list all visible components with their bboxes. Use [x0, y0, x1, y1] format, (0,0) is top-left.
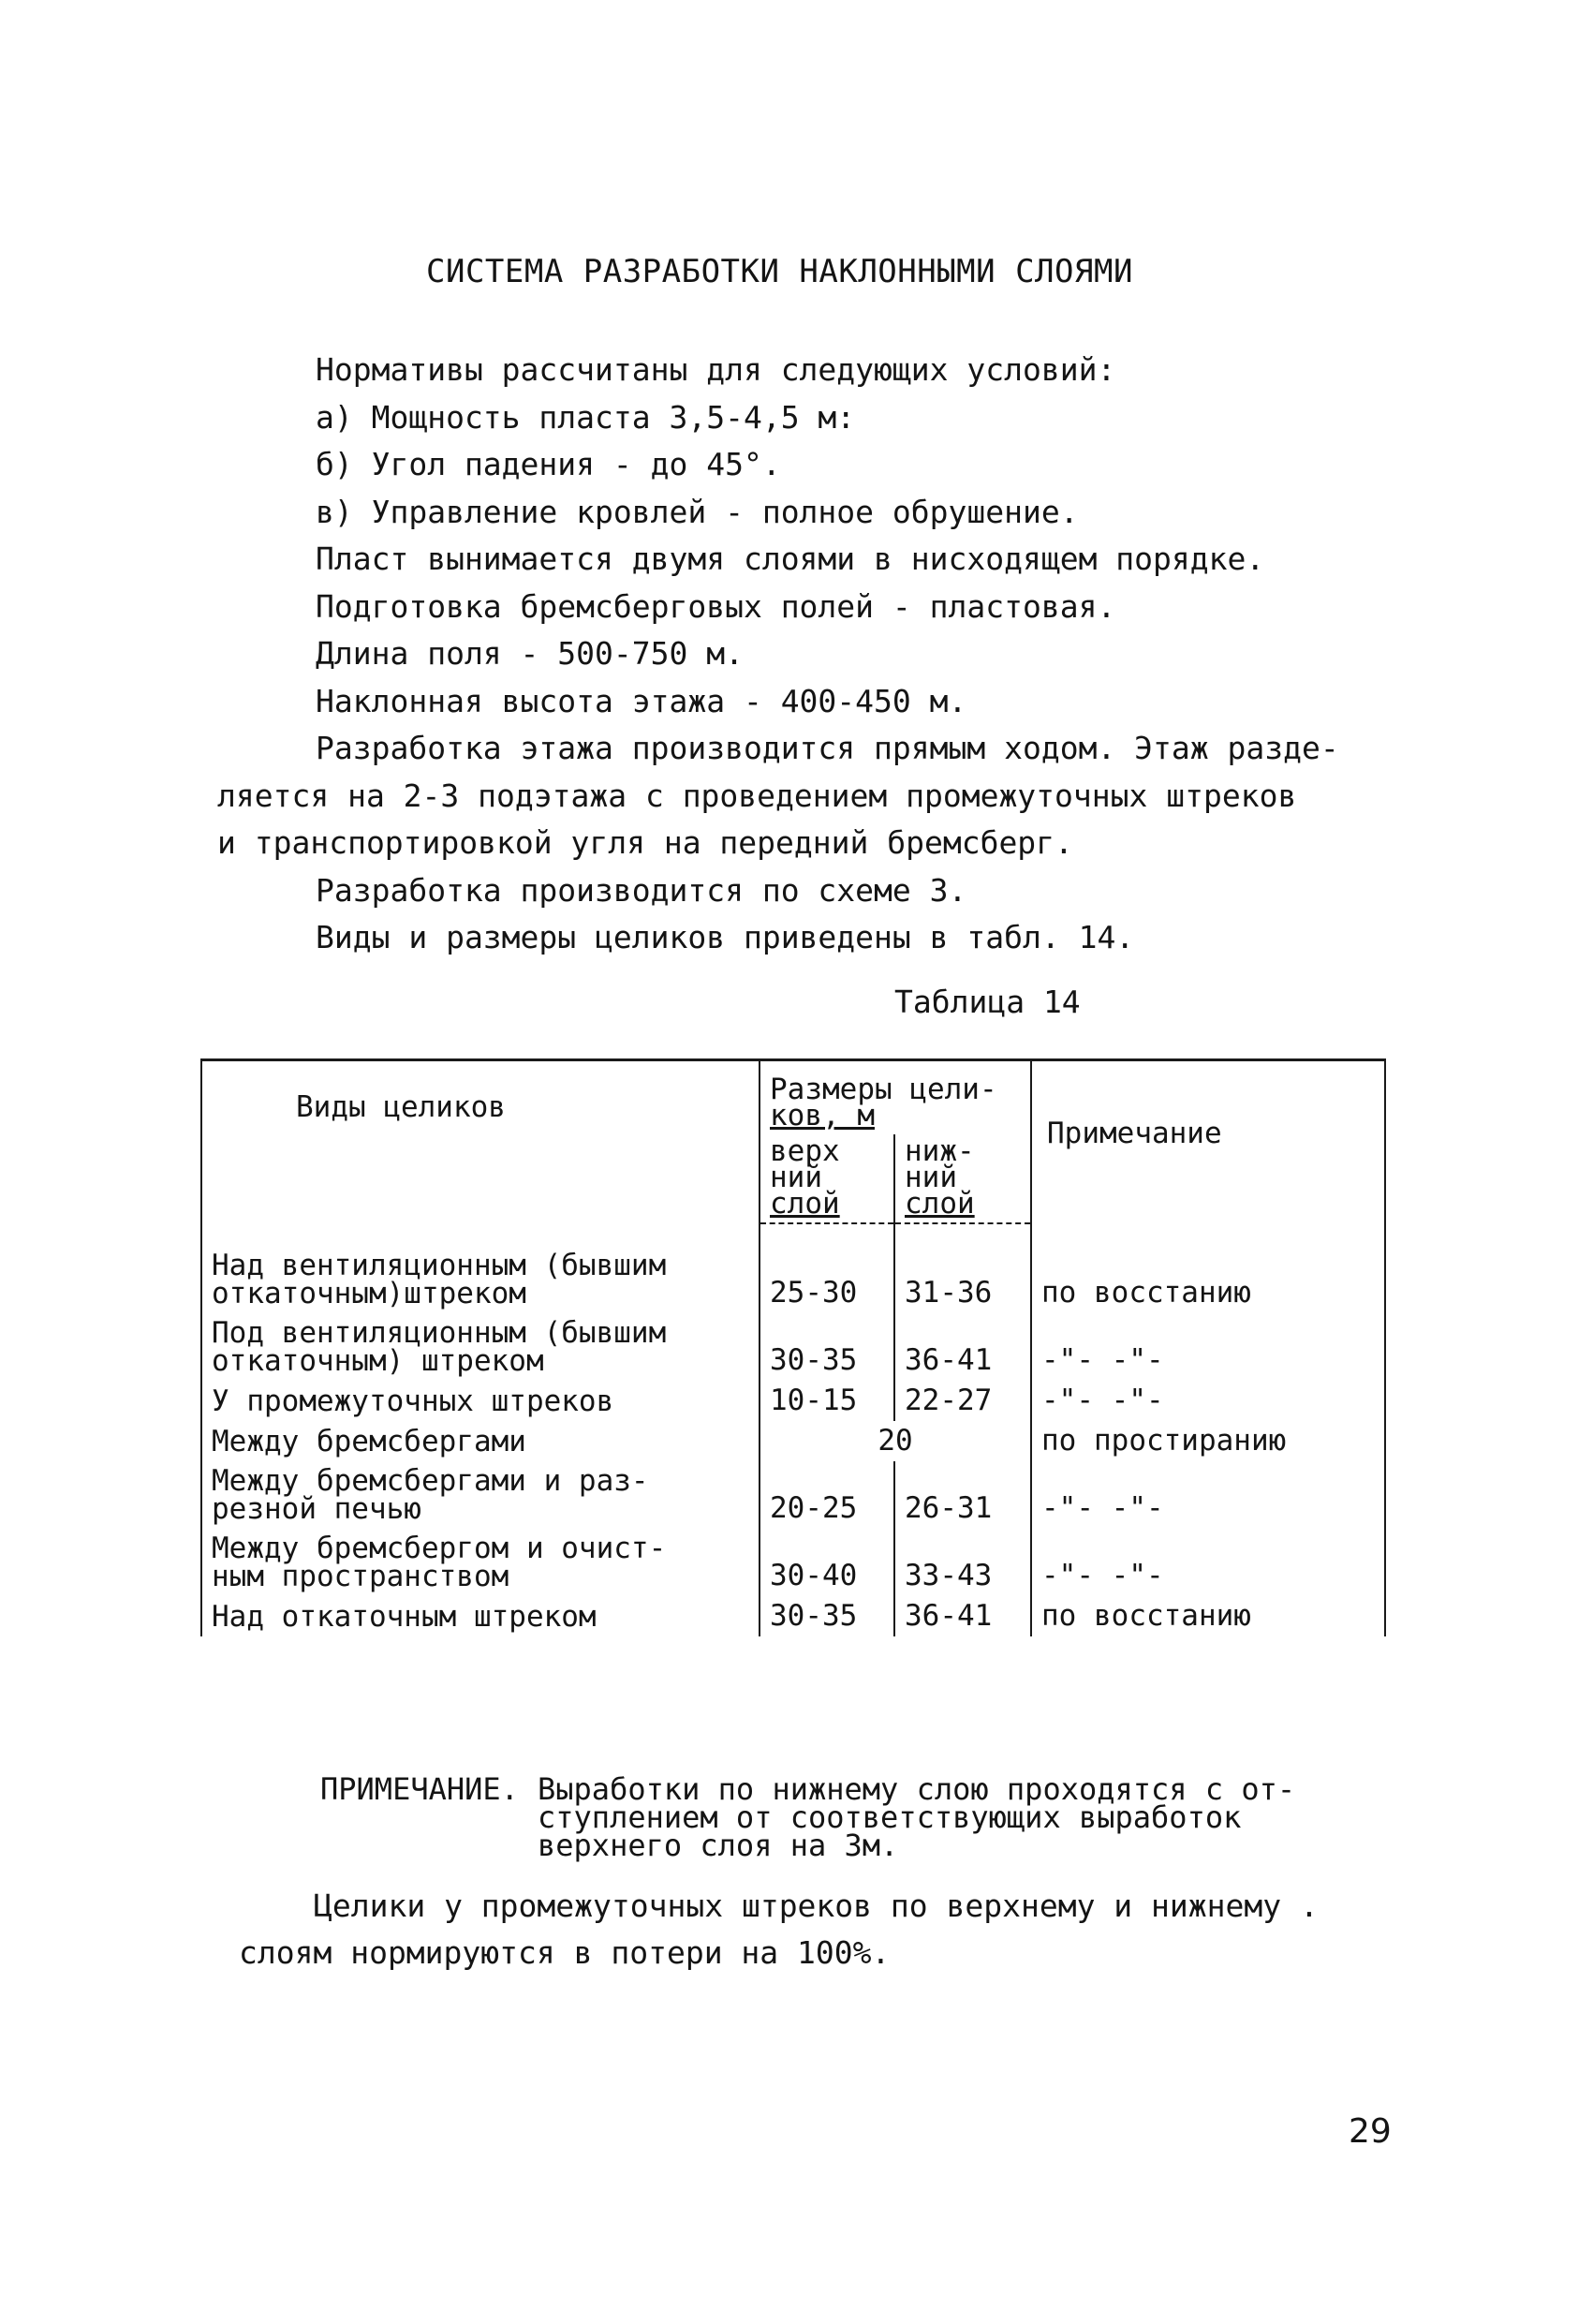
row-note: -"- -"- — [1031, 1461, 1385, 1529]
page-number: 29 — [1349, 2112, 1392, 2151]
table-row — [201, 1223, 1385, 1313]
row-lower: 36-41 — [894, 1313, 1031, 1381]
table-caption: Таблица 14 — [894, 984, 1081, 1020]
row-name: Над вентиляционным (бывшим откаточным)штреком — [201, 1223, 760, 1313]
row-upper: 30-35 — [760, 1596, 894, 1636]
row-both-layers: 20 — [760, 1421, 1031, 1461]
table-row — [201, 1313, 1385, 1381]
table-row — [201, 1381, 1385, 1421]
table-row — [201, 1461, 1385, 1529]
table-note — [320, 1771, 1482, 1863]
row-upper: 30-35 — [760, 1313, 894, 1381]
header-sizes — [760, 1060, 1031, 1135]
row-name: Между бремсбергом и очист- ным пространством — [201, 1529, 760, 1596]
intro-line: Подготовка бремсберговых полей - пластовая. — [316, 587, 1116, 625]
header-sizes-line2: ков, м — [770, 1099, 875, 1132]
note-label: ПРИМЕЧАНИЕ. — [320, 1771, 519, 1807]
intro-line: Наклонная высота этажа - 400-450 м. — [316, 682, 967, 719]
header-kinds: Виды целиков — [201, 1060, 760, 1224]
pillar-sizes-table — [200, 1058, 1386, 1636]
row-name: Между бремсбергами и раз- резной печью — [201, 1461, 760, 1529]
closing-line: Целики у промежуточных штреков по верхнему и нижнему . — [314, 1887, 1319, 1924]
intro-line: ляется на 2-3 подэтажа с проведением промежуточных штреков — [217, 777, 1297, 814]
row-upper: 30-40 — [760, 1529, 894, 1596]
intro-line: б) Угол падения - до 45°. — [316, 446, 781, 482]
row-lower: 36-41 — [894, 1596, 1031, 1636]
intro-line: Длина поля - 500-750 м. — [316, 635, 744, 672]
header-note: Примечание — [1031, 1060, 1385, 1224]
row-name: Между бремсбергами — [201, 1421, 760, 1461]
header-lower-layer: ниж- ний слой — [894, 1134, 1031, 1223]
row-note: по восстанию — [1031, 1596, 1385, 1636]
row-note: -"- -"- — [1031, 1529, 1385, 1596]
row-upper: 10-15 — [760, 1381, 894, 1421]
row-lower: 26-31 — [894, 1461, 1031, 1529]
page-title: СИСТЕМА РАЗРАБОТКИ НАКЛОННЫМИ СЛОЯМИ — [426, 253, 1133, 290]
header-upper-layer: верх ний слой — [760, 1134, 894, 1223]
intro-line: и транспортировкой угля на передний бремсберг. — [217, 824, 1073, 861]
row-lower: 33-43 — [894, 1529, 1031, 1596]
row-name: У промежуточных штреков — [201, 1381, 760, 1421]
row-note: по простиранию — [1031, 1421, 1385, 1461]
intro-line: Разработка этажа производится прямым ходом. Этаж разде- — [316, 730, 1339, 766]
intro-line: Виды и размеры целиков приведены в табл. 14. — [316, 919, 1135, 955]
row-upper: 25-30 — [760, 1223, 894, 1313]
table-row — [201, 1421, 1385, 1461]
row-note: -"- -"- — [1031, 1381, 1385, 1421]
intro-line: Разработка производится по схеме 3. — [316, 871, 967, 909]
row-note: по восстанию — [1031, 1223, 1385, 1313]
intro-line: Пласт вынимается двумя слоями в нисходящем порядке. — [316, 540, 1265, 577]
note-line: ступлением от соответствующих выработок — [538, 1799, 1242, 1835]
table-row — [201, 1529, 1385, 1596]
closing-line: слоям нормируются в потери на 100%. — [239, 1934, 891, 1971]
intro-paragraph — [217, 347, 1407, 962]
closing-paragraph — [239, 1883, 1456, 1976]
row-name: Над откаточным штреком — [201, 1596, 760, 1636]
row-lower: 31-36 — [894, 1223, 1031, 1313]
row-note: -"- -"- — [1031, 1313, 1385, 1381]
intro-line: в) Управление кровлей - полное обрушение. — [316, 493, 1079, 530]
intro-line: а) Мощность пласта 3,5-4,5 м: — [316, 398, 856, 436]
note-line: Выработки по нижнему слою проходятся с от- — [538, 1771, 1296, 1807]
intro-line: Нормативы рассчитаны для следующих условий: — [316, 351, 1116, 388]
row-name: Под вентиляционным (бывшим откаточным) штреком — [201, 1313, 760, 1381]
table-header-row — [201, 1060, 1385, 1135]
header-sizes-line1: Размеры цели- — [770, 1073, 997, 1106]
table-row — [201, 1596, 1385, 1636]
row-upper: 20-25 — [760, 1461, 894, 1529]
row-lower: 22-27 — [894, 1381, 1031, 1421]
note-line: верхнего слоя на 3м. — [538, 1828, 899, 1863]
